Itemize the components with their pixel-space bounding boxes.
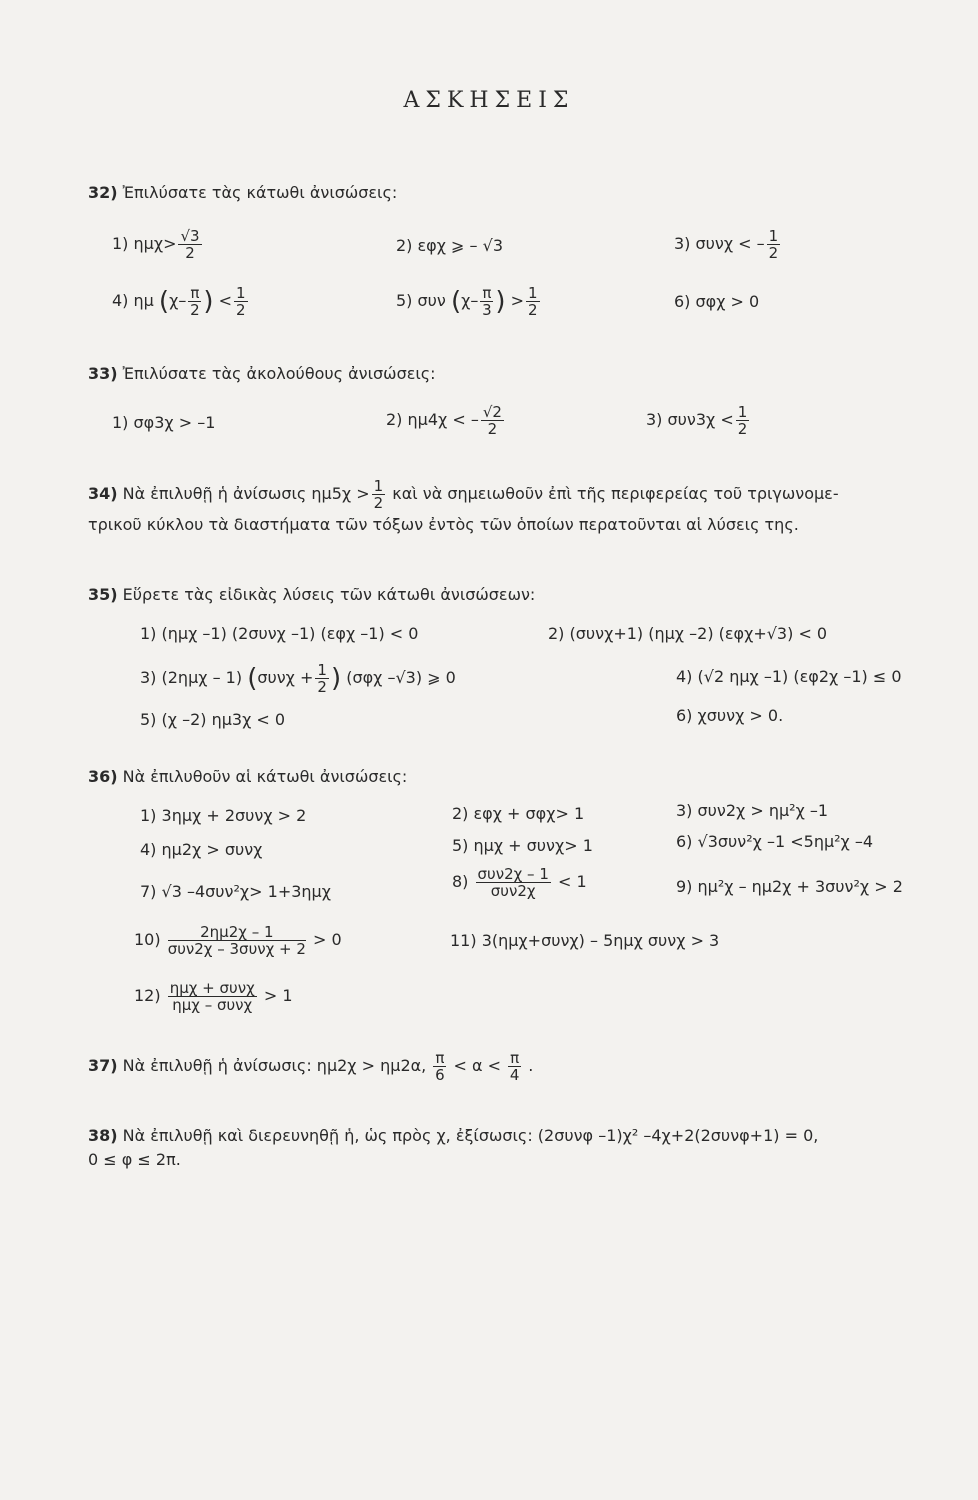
- fraction: $\frac{\pi}{2}$: [190, 284, 200, 319]
- exercise-36-item-11: 11) 3(ημχ+συνχ) – 5ημχ συνχ > 3: [450, 931, 720, 950]
- exercise-36-item-1: 1) 3ημχ + 2συνχ > 2: [140, 806, 307, 825]
- exercise-33-heading: 33) Ἐπιλύσατε τὰς ἀκολούθους ἀνισώσεις:: [88, 364, 436, 383]
- fraction: $\frac{\text{ημχ + συνχ}}{\text{ημχ – συνχ}}$: [169, 979, 255, 1014]
- exercise-32-item-1: 1) ημχ> $\frac{√3}{2}$: [112, 227, 200, 262]
- exercise-35-item-2: 2) (συνχ+1) (ημχ –2) (εφχ+√3) < 0: [548, 624, 828, 643]
- exercise-36-item-8: 8) $\frac{\text{συν2χ – 1}}{\text{συν2χ}}$ < 1: [452, 865, 587, 900]
- exercise-33-item-1: 1) σφ3χ > –1: [112, 413, 216, 432]
- page-title: ΑΣΚΗΣΕΙΣ: [403, 88, 575, 113]
- exercise-35-item-6: 6) χσυνχ > 0.: [676, 706, 784, 725]
- fraction: $\frac{\pi}{4}$: [509, 1049, 520, 1084]
- fraction: $\frac{1}{2}$: [768, 227, 779, 262]
- exercise-36-item-7: 7) √3 –4συν²χ> 1+3ημχ: [140, 882, 331, 901]
- exercise-34: 34) Νὰ ἐπιλυθῇ ἡ ἀνίσωσις ημ5χ > $\frac{1}{2}$ καὶ νὰ σημειωθοῦν ἐπὶ τῆς περιφερείας τοῦ τριγωνομε- τρικοῦ κύκλου τὰ διαστήματα τῶν τόξων ἐντὸς τῶν ὁποίων περατοῦνται αἱ λύσεις της.: [88, 477, 839, 534]
- fraction: $\frac{\pi}{6}$: [435, 1049, 445, 1084]
- fraction: $\frac{1}{2}$: [528, 284, 538, 319]
- exercise-text: Ἐπιλύσατε τὰς κάτωθι ἀνισώσεις:: [122, 183, 398, 202]
- exercise-35-item-3: 3) (2ημχ – 1) (συνχ + $\frac{1}{2}$ ) (σφχ –√3) ⩾ 0: [140, 661, 456, 696]
- exercise-35-item-5: 5) (χ –2) ημ3χ < 0: [140, 710, 286, 729]
- exercise-32-item-3: 3) συνχ < – $\frac{1}{2}$: [674, 227, 779, 262]
- exercise-32-heading: [88, 182, 397, 204]
- exercise-38: 38) Νὰ ἐπιλυθῇ καὶ διερευνηθῇ ἡ, ὡς πρὸς χ, ἐξίσωσις: (2συνφ –1)χ² –4χ+2(2συνφ+1) = 0, 0 ≤ φ ≤ 2π.: [88, 1126, 819, 1169]
- fraction: $\frac{2\eta\mu 2\chi - 1}{\text{συν2χ – 3συνχ + 2}}$: [167, 923, 306, 958]
- fraction: $\frac{1}{2}$: [373, 477, 384, 512]
- fraction: $\frac{1}{2}$: [737, 403, 748, 438]
- exercise-35-item-4: 4) (√2 ημχ –1) (εφ2χ –1) ≤ 0: [676, 667, 902, 686]
- exercise-number: 32): [88, 183, 118, 202]
- exercise-36-item-2: 2) εφχ + σφχ> 1: [452, 804, 585, 823]
- exercise-33-item-3: 3) συν3χ < $\frac{1}{2}$: [646, 403, 748, 438]
- exercise-33-item-2: 2) ημ4χ < – $\frac{√2}{2}$: [386, 403, 502, 438]
- exercise-36-item-3: 3) συν2χ > ημ²χ –1: [676, 801, 829, 820]
- exercise-32-item-5: 5) συν (χ– $\frac{\pi}{3}$ ) > $\frac{1}{2}$: [396, 284, 538, 319]
- exercise-32-item-4: 4) ημ (χ– $\frac{\pi}{2}$ ) < $\frac{1}{2}$: [112, 284, 246, 319]
- exercise-36-item-6: 6) √3συν²χ –1 <5ημ²χ –4: [676, 832, 874, 851]
- fraction: $\frac{\pi}{3}$: [482, 284, 492, 319]
- exercise-35-item-1: 1) (ημχ –1) (2συνχ –1) (εφχ –1) < 0: [140, 624, 419, 643]
- exercise-35-heading: 35) Εὕρετε τὰς εἰδικὰς λύσεις τῶν κάτωθι ἀνισώσεων:: [88, 585, 536, 604]
- exercise-32-item-6: 6) σφχ > 0: [674, 292, 760, 311]
- fraction: $\frac{1}{2}$: [236, 284, 246, 319]
- exercise-36-item-4: 4) ημ2χ > συνχ: [140, 840, 263, 859]
- fraction: $\frac{\text{συν2χ – 1}}{\text{συν2χ}}$: [477, 865, 549, 900]
- exercise-36-item-5: 5) ημχ + συνχ> 1: [452, 836, 593, 855]
- fraction: $\frac{√2}{2}$: [482, 403, 502, 438]
- fraction: $\frac{1}{2}$: [317, 661, 327, 696]
- fraction: $\frac{√3}{2}$: [180, 227, 200, 262]
- exercise-36-heading: 36) Νὰ ἐπιλυθοῦν αἱ κάτωθι ἀνισώσεις:: [88, 767, 408, 786]
- exercise-36-item-10: 10) $\frac{2\eta\mu 2\chi - 1}{\text{συν2χ – 3συνχ + 2}}$ > 0: [134, 923, 342, 958]
- exercise-36-item-12: 12) $\frac{\text{ημχ + συνχ}}{\text{ημχ – συνχ}}$ > 1: [134, 979, 293, 1014]
- exercise-32-item-2: 2) εφχ ⩾ – √3: [396, 236, 503, 255]
- exercise-36-item-9: 9) ημ²χ – ημ2χ + 3συν²χ > 2: [676, 877, 903, 896]
- exercise-37: 37) Νὰ ἐπιλυθῇ ἡ ἀνίσωσις: ημ2χ > ημ2α, $\frac{\pi}{6}$ < α < $\frac{\pi}{4}$ .: [88, 1049, 534, 1084]
